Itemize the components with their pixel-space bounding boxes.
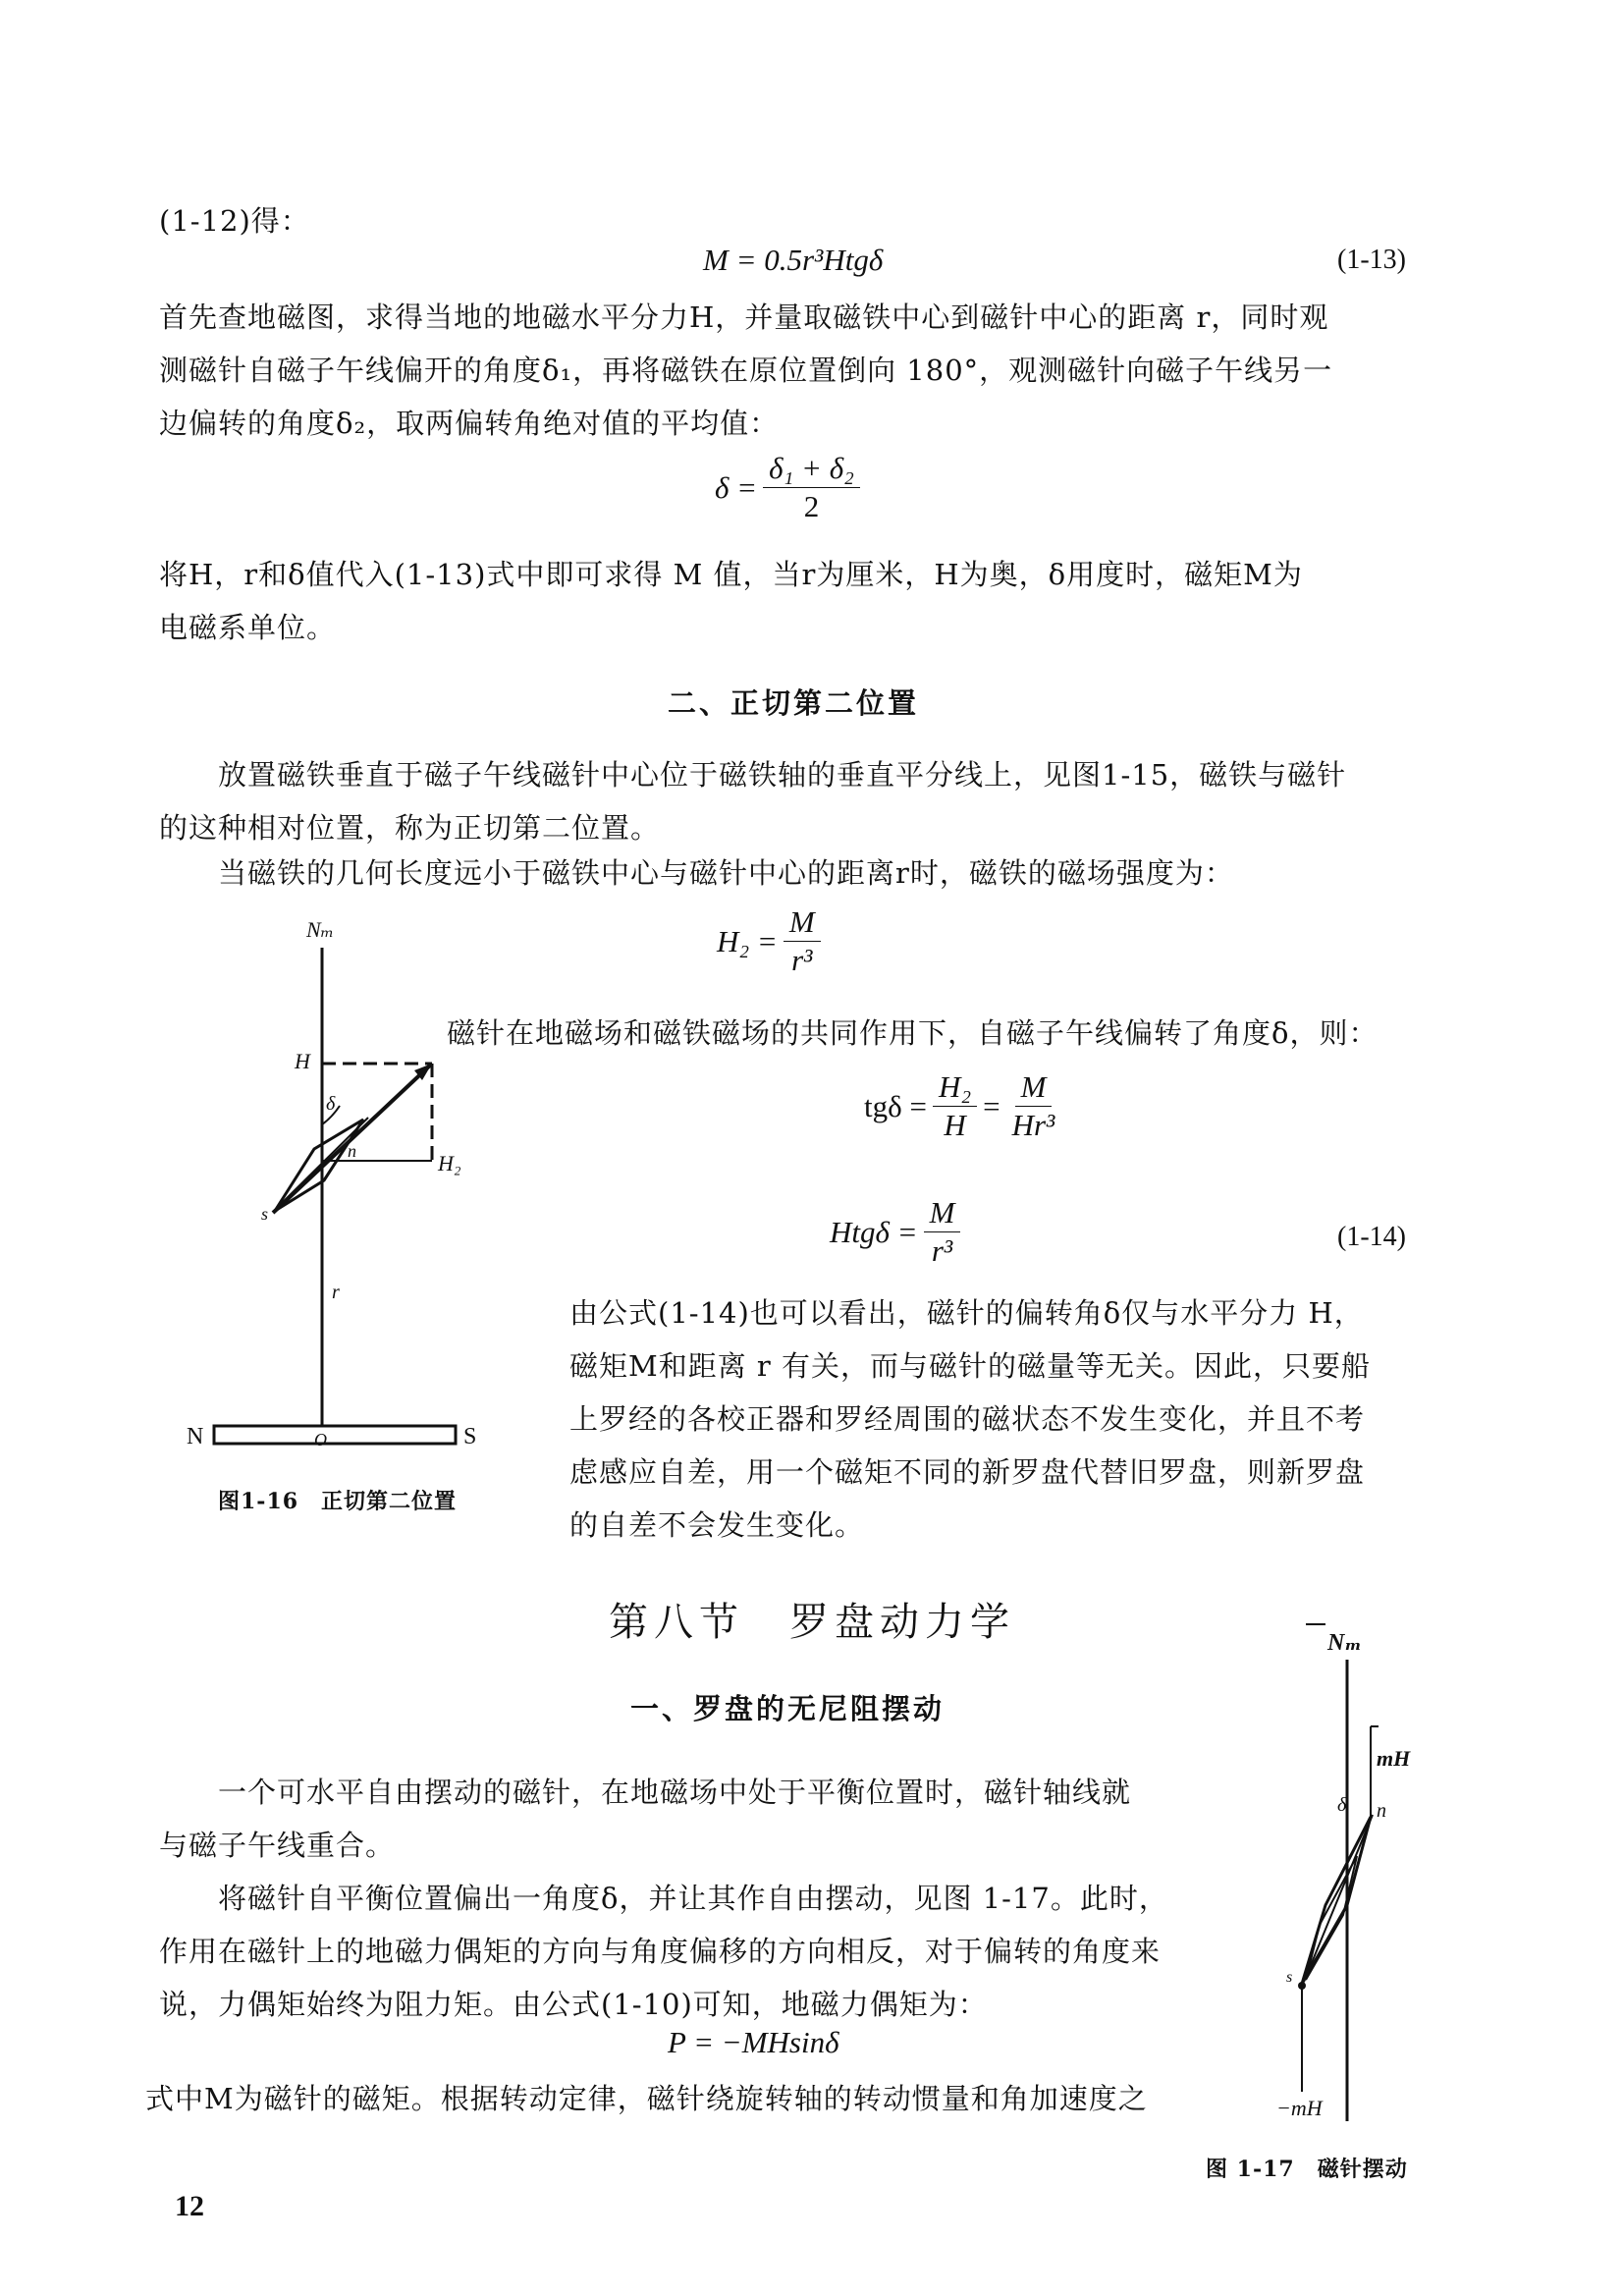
text-line: 上罗经的各校正器和罗经周围的磁状态不发生变化，并且不考	[569, 1402, 1366, 1436]
label-nm: Nₘ	[1327, 1630, 1362, 1656]
paragraph-geomagnetic	[159, 291, 1435, 450]
label-h2: H₂	[438, 1151, 461, 1175]
label-neg-mh: −mH	[1276, 2096, 1323, 2120]
label-s-pole: S	[463, 1424, 477, 1449]
label-s: s	[1286, 1969, 1293, 1986]
label-nm: Nₘ	[306, 917, 335, 942]
paragraph-deflection: 磁针在地磁场和磁铁磁场的共同作用下，自磁子午线偏转了角度δ，则：	[447, 1016, 1379, 1050]
equation-lhs: δ =	[715, 469, 758, 505]
label-delta: δ	[1337, 1794, 1347, 1816]
fraction-numerator: δ₁ + δ₂	[763, 452, 860, 488]
label-delta: δ	[326, 1093, 336, 1115]
text-line: 作用在磁针上的地磁力偶矩的方向与角度偏移的方向相反，对于偏转的角度来	[159, 1935, 1162, 1968]
text-line: 说，力偶矩始终为阻力矩。由公式(1-10)可知，地磁力偶矩为：	[159, 1988, 988, 2021]
equals-sign: =	[983, 1088, 1000, 1123]
text-line: 由公式(1-14)也可以看出，磁针的偏转角δ仅与水平分力 H，	[569, 1296, 1364, 1330]
text-line: 测磁针自磁子午线偏开的角度δ₁，再将磁铁在原位置倒向 180°，观测磁针向磁子午线另一	[159, 354, 1333, 387]
equation-h2	[717, 905, 827, 977]
figure-1-16-diagram	[167, 913, 540, 1463]
section-title-compass-dynamics: 第八节 罗盘动力学	[609, 1600, 1015, 1645]
fraction-denominator: H	[944, 1108, 966, 1142]
magnet-bar	[214, 1426, 456, 1444]
figure-1-17-diagram	[1276, 1611, 1453, 2141]
figure-1-16-caption: 图1-16 正切第二位置	[218, 1489, 458, 1514]
fraction-numerator: M	[784, 905, 821, 942]
section-heading-tangent-second: 二、正切第二位置	[668, 686, 920, 720]
equation-average-delta	[715, 452, 866, 523]
equation-lhs: H₂ =	[717, 923, 778, 958]
needle-swing-1	[1302, 1817, 1371, 1984]
text-line: 放置磁铁垂直于磁子午线磁针中心位于磁铁轴的垂直平分线上，见图1-15，磁铁与磁针	[218, 758, 1347, 792]
equation-number-1-13: (1-13)	[1337, 245, 1406, 275]
equation-lhs: Htgδ =	[830, 1214, 918, 1249]
equation-1-13: M = 0.5r³Htgδ	[703, 243, 884, 277]
fraction-denominator: r³	[791, 943, 813, 977]
fraction-denominator: Hr³	[1011, 1108, 1055, 1142]
paragraph-deflect-needle	[159, 1872, 1259, 2031]
label-h: H	[295, 1049, 310, 1073]
equation-lhs: tgδ =	[864, 1088, 927, 1123]
section-heading-undamped: 一、罗盘的无尼阻摆动	[630, 1692, 946, 1725]
figure-1-17-caption: 图 1-17 磁针摆动	[1206, 2157, 1408, 2182]
paragraph-formula-conclusion	[569, 1286, 1433, 1552]
line-1-12: (1-12)得：	[159, 204, 310, 238]
label-o: O	[314, 1430, 327, 1449]
text-line: 将磁针自平衡位置偏出一角度δ，并让其作自由摆动，见图 1-17。此时，	[218, 1882, 1168, 1915]
page-number: 12	[175, 2190, 204, 2222]
paragraph-free-needle	[159, 1766, 1259, 1872]
paragraph-rotation-law: 式中M为磁针的磁矩。根据转动定律，磁针绕旋转轴的转动惯量和角加速度之	[145, 2082, 1148, 2115]
text-line: 一个可水平自由摆动的磁针，在地磁场中处于平衡位置时，磁针轴线就	[218, 1776, 1132, 1809]
fraction-numerator: M	[1015, 1070, 1053, 1107]
paragraph-substitute	[159, 548, 1435, 654]
fraction	[784, 905, 821, 977]
paragraph-placement	[159, 748, 1435, 854]
fraction-denominator: r³	[931, 1233, 953, 1268]
text-line: 的这种相对位置，称为正切第二位置。	[159, 811, 661, 845]
text-line: 的自差不会发生变化。	[569, 1508, 865, 1542]
fraction-numerator: H₂	[933, 1070, 977, 1107]
text-line: 与磁子午线重合。	[159, 1829, 396, 1862]
text-line: 将H，r和δ值代入(1-13)式中即可求得 M 值，当r为厘米，H为奥，δ用度时，磁矩M为	[159, 558, 1303, 591]
label-mh: mH	[1377, 1746, 1411, 1771]
fraction-denominator: 2	[803, 489, 820, 523]
equation-tg-delta	[864, 1070, 1066, 1142]
paragraph-field-strength: 当磁铁的几何长度远小于磁铁中心与磁针中心的距离r时，磁铁的磁场强度为：	[218, 856, 1234, 890]
fraction	[933, 1070, 977, 1142]
fraction	[924, 1196, 961, 1268]
fraction-numerator: M	[924, 1196, 961, 1232]
text-line: 边偏转的角度δ₂，取两偏转角绝对值的平均值：	[159, 407, 780, 440]
equation-1-14	[830, 1196, 966, 1268]
label-r: r	[332, 1282, 340, 1303]
label-s: s	[261, 1204, 269, 1224]
fraction	[763, 452, 860, 523]
text-line: 虑感应自差，用一个磁矩不同的新罗盘代替旧罗盘，则新罗盘	[569, 1455, 1366, 1489]
equation-couple-moment: P = −MHsinδ	[668, 2025, 839, 2059]
needle-axis	[1304, 1815, 1373, 1982]
fraction	[1006, 1070, 1061, 1142]
needle-pivot-dot	[1298, 1982, 1306, 1990]
label-n: n	[348, 1141, 356, 1161]
label-n: n	[1377, 1800, 1386, 1822]
label-n-pole: N	[187, 1424, 204, 1449]
text-line: 电磁系单位。	[159, 611, 337, 644]
text-line: 首先查地磁图，求得当地的地磁水平分力H，并量取磁铁中心到磁针中心的距离 r，同时观	[159, 301, 1329, 334]
text-line: 磁矩M和距离 r 有关，而与磁针的磁量等无关。因此，只要船	[569, 1349, 1371, 1383]
equation-number-1-14: (1-14)	[1337, 1222, 1406, 1252]
